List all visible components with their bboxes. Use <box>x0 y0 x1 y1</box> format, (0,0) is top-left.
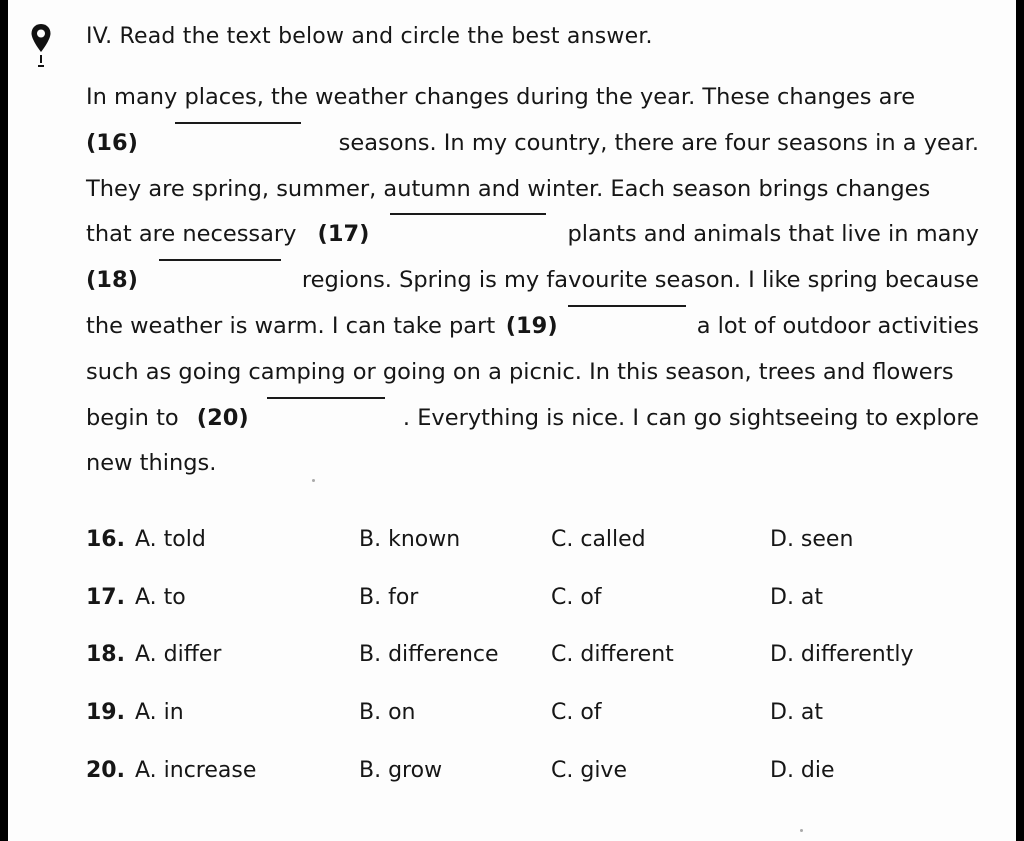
question-row-16 <box>86 520 986 578</box>
passage-text: begin to <box>86 404 179 431</box>
option-a[interactable]: A. in <box>135 700 184 726</box>
question-row-20 <box>86 751 986 809</box>
option-d[interactable]: D. die <box>770 757 835 783</box>
option-d[interactable]: D. at <box>770 584 824 610</box>
gap-number-16: (16) <box>86 129 138 156</box>
passage-text: the weather is warm. I can take part <box>86 312 496 339</box>
passage-text: seasons. In my country, there are four seasons in a year. <box>338 129 979 156</box>
passage-line <box>86 167 979 213</box>
passage-line <box>86 350 979 396</box>
scan-speck <box>312 479 315 482</box>
option-a[interactable]: A. differ <box>135 642 222 668</box>
answer-blank-18[interactable] <box>159 258 281 261</box>
exercise-heading: IV. Read the text below and circle the best answer. <box>86 24 653 49</box>
option-a[interactable]: A. to <box>135 584 186 610</box>
gap-number-17: (17) <box>317 221 370 248</box>
question-row-19 <box>86 693 986 751</box>
option-b[interactable]: B. for <box>359 584 419 610</box>
worksheet-page <box>8 0 1016 841</box>
passage-line <box>86 121 979 167</box>
option-b[interactable]: B. difference <box>359 642 499 668</box>
option-c[interactable]: C. of <box>551 584 602 610</box>
passage-text: . Everything is nice. I can go sightseeing to explore <box>402 404 979 431</box>
gap-number-19: (19) <box>505 312 558 339</box>
passage-text: a lot of outdoor activities <box>696 312 979 339</box>
passage-text: that are necessary <box>86 221 297 248</box>
answer-blank-19[interactable] <box>568 304 686 307</box>
location-pin-icon <box>30 22 52 72</box>
option-b[interactable]: B. known <box>359 527 461 552</box>
option-c[interactable]: C. called <box>551 527 646 552</box>
reading-passage <box>86 75 979 487</box>
gap-number-18: (18) <box>86 267 138 294</box>
passage-line <box>86 304 979 350</box>
gap-number-20: (20) <box>196 404 249 431</box>
answer-blank-20[interactable] <box>267 396 385 399</box>
passage-line <box>86 212 979 258</box>
option-b[interactable]: B. grow <box>359 757 443 783</box>
option-a[interactable]: A. increase <box>135 757 257 783</box>
passage-text: such as going camping or going on a picnic. In this season, trees and flowers <box>86 358 954 385</box>
answer-blank-17[interactable] <box>390 212 546 215</box>
question-number: 19. <box>86 700 125 726</box>
option-d[interactable]: D. seen <box>770 527 854 552</box>
passage-text: plants and animals that live in many <box>567 221 979 248</box>
question-row-18 <box>86 635 986 693</box>
option-c[interactable]: C. give <box>551 757 627 783</box>
passage-text: new things. <box>86 450 217 477</box>
question-number: 20. <box>86 757 125 783</box>
answer-blank-16[interactable] <box>175 121 301 124</box>
question-number: 17. <box>86 584 125 610</box>
passage-line <box>86 75 979 121</box>
option-d[interactable]: D. differently <box>770 642 914 668</box>
question-row-17 <box>86 578 986 636</box>
passage-text: regions. Spring is my favourite season. I like spring because <box>301 267 979 294</box>
option-c[interactable]: C. different <box>551 642 674 668</box>
passage-line <box>86 441 979 487</box>
option-a[interactable]: A. told <box>135 527 206 552</box>
scan-speck <box>800 829 803 832</box>
answer-options-list <box>86 520 986 808</box>
question-number: 18. <box>86 642 125 668</box>
passage-line <box>86 396 979 442</box>
passage-line <box>86 258 979 304</box>
option-b[interactable]: B. on <box>359 700 416 726</box>
question-number: 16. <box>86 527 125 552</box>
option-d[interactable]: D. at <box>770 700 824 726</box>
option-c[interactable]: C. of <box>551 700 602 726</box>
passage-text: They are spring, summer, autumn and winter. Each season brings changes <box>86 175 931 202</box>
passage-text: In many places, the weather changes during the year. These changes are <box>86 84 916 110</box>
